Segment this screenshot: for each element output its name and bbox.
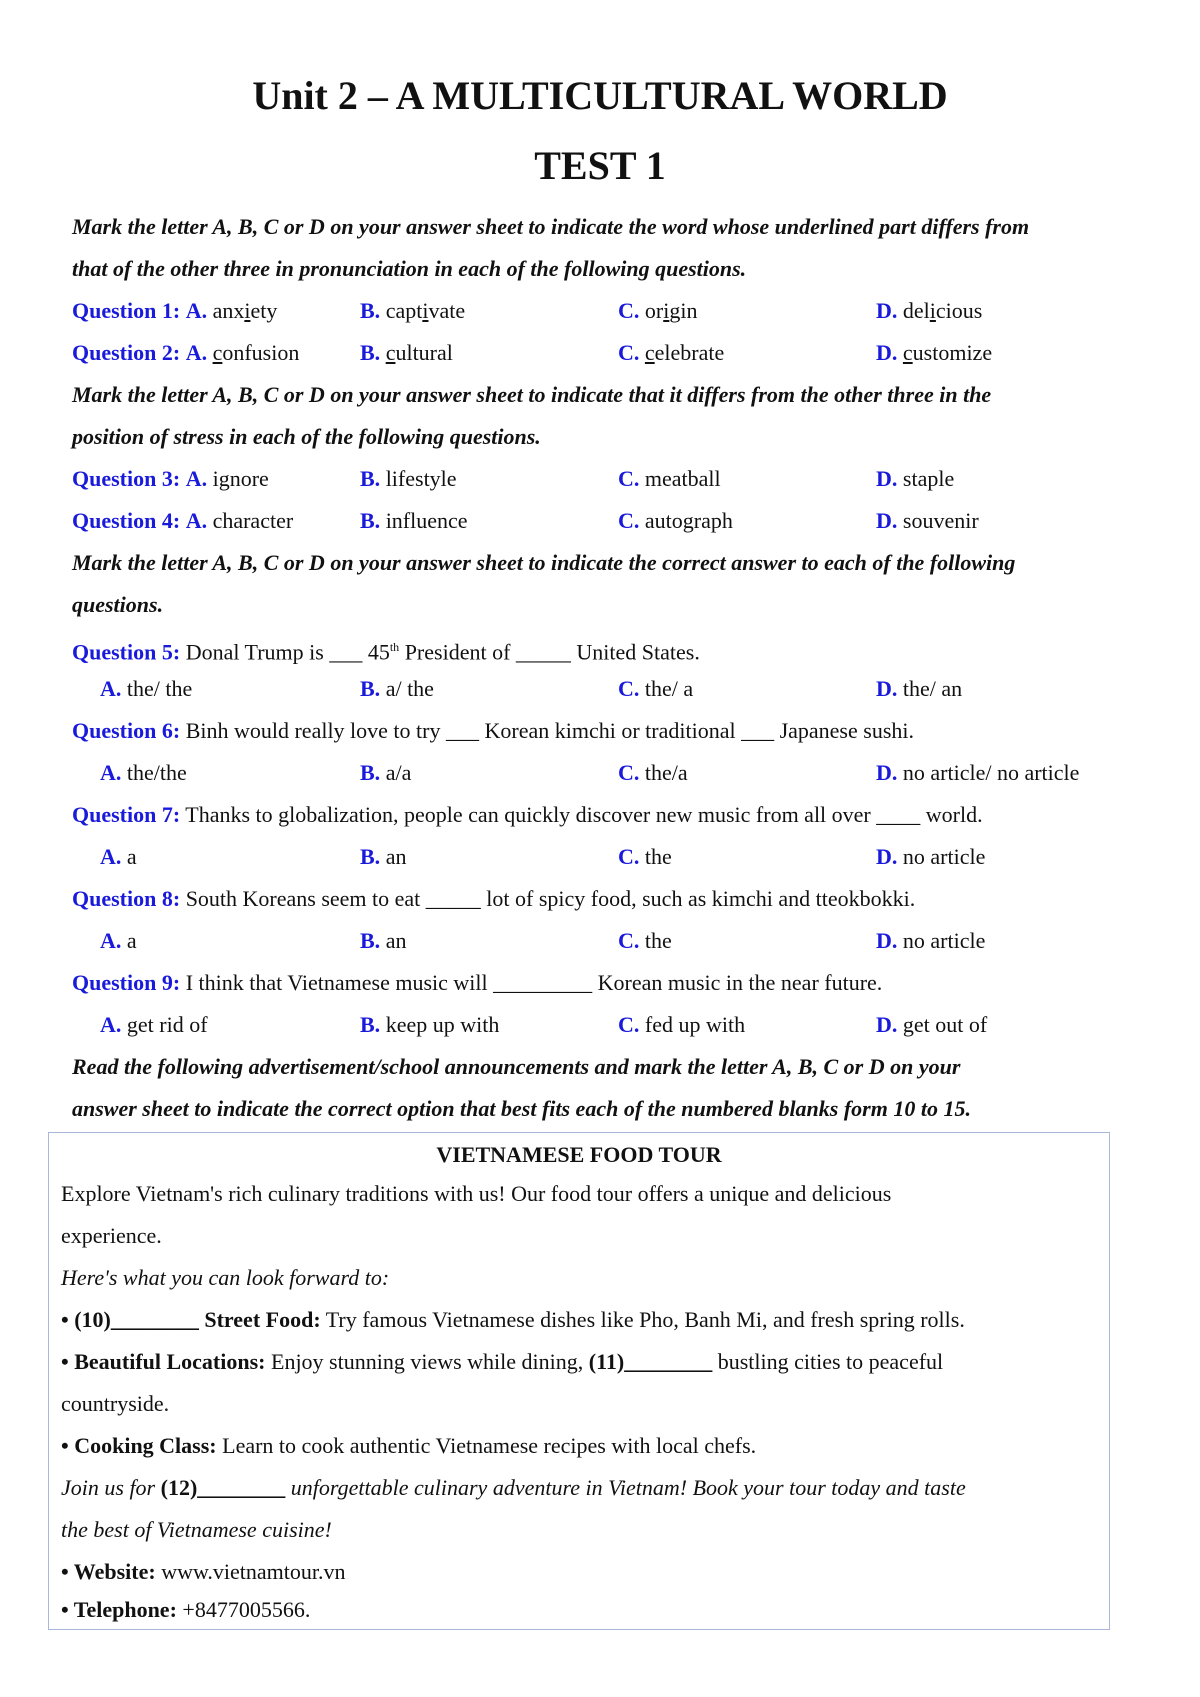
advertisement-box — [48, 1132, 1110, 1630]
question-label: Question 2: A. confusion — [72, 340, 300, 365]
option-a[interactable]: A. the/the — [100, 760, 187, 785]
option-a[interactable]: A. a — [100, 844, 137, 869]
ad-intro-line: experience. — [61, 1223, 162, 1248]
instruction-line: Mark the letter A, B, C or D on your answer sheet to indicate the correct answer to each of the following — [72, 550, 1016, 575]
ad-website: • Website: www.vietnamtour.vn — [61, 1559, 346, 1584]
question-6-options — [0, 752, 1200, 794]
question-stem: Question 6: Binh would really love to try ___ Korean kimchi or traditional ___ Japanese sushi. — [72, 718, 914, 743]
question-7-stem — [0, 794, 1200, 836]
option-c[interactable]: C. the — [618, 844, 672, 869]
question-label: Question 3: A. ignore — [72, 466, 269, 491]
instruction-line: position of stress in each of the following questions. — [72, 424, 541, 449]
option-a[interactable]: A. a — [100, 928, 137, 953]
option-d[interactable]: D. delicious — [876, 298, 983, 323]
instruction-line: Mark the letter A, B, C or D on your answer sheet to indicate the word whose underlined part differs from — [72, 214, 1030, 239]
instruction-line: that of the other three in pronunciation in each of the following questions. — [72, 256, 747, 281]
ad-join-line: Join us for (12)________ unforgettable culinary adventure in Vietnam! Book your tour today and taste — [61, 1475, 966, 1500]
ad-bullet-locations-cont: countryside. — [61, 1391, 170, 1416]
question-9-stem — [0, 962, 1200, 1004]
ad-bullet-cooking: • Cooking Class: Learn to cook authentic Vietnamese recipes with local chefs. — [61, 1433, 757, 1458]
page-title: Unit 2 – A MULTICULTURAL WORLD — [252, 73, 948, 118]
question-label: Question 1: A. anxiety — [72, 298, 278, 323]
option-b[interactable]: B. lifestyle — [360, 466, 457, 491]
ad-bullet-locations: • Beautiful Locations: Enjoy stunning views while dining, (11)________ bustling cities to peaceful — [61, 1349, 944, 1374]
option-d[interactable]: D. customize — [876, 340, 993, 365]
option-a[interactable]: A. the/ the — [100, 676, 193, 701]
question-1 — [0, 290, 1200, 332]
option-b[interactable]: B. an — [360, 844, 407, 869]
question-stem: Question 5: Donal Trump is ___ 45th President of _____ United States. — [72, 639, 700, 665]
option-b[interactable]: B. keep up with — [360, 1012, 500, 1037]
option-b[interactable]: B. captivate — [360, 298, 466, 323]
question-stem: Question 7: Thanks to globalization, people can quickly discover new music from all over ____ world. — [72, 802, 983, 827]
option-a[interactable]: A. get rid of — [100, 1012, 208, 1037]
question-9-options — [0, 1004, 1200, 1046]
question-7-options — [0, 836, 1200, 878]
question-stem: Question 8: South Koreans seem to eat _____ lot of spicy food, such as kimchi and tteokbokki. — [72, 886, 916, 911]
option-b[interactable]: B. an — [360, 928, 407, 953]
question-8-options — [0, 920, 1200, 962]
ad-join-line: the best of Vietnamese cuisine! — [61, 1517, 332, 1542]
option-c[interactable]: C. celebrate — [618, 340, 725, 365]
question-5-options — [0, 668, 1200, 710]
option-b[interactable]: B. a/a — [360, 760, 412, 785]
option-d[interactable]: D. the/ an — [876, 676, 963, 701]
option-d[interactable]: D. no article — [876, 928, 986, 953]
question-label: Question 4: A. character — [72, 508, 294, 533]
option-c[interactable]: C. the/ a — [618, 676, 694, 701]
instruction-pronunciation — [72, 206, 1132, 290]
question-6-stem — [0, 710, 1200, 752]
question-3 — [0, 458, 1200, 500]
option-c[interactable]: C. meatball — [618, 466, 721, 491]
question-4 — [0, 500, 1200, 542]
option-c[interactable]: C. fed up with — [618, 1012, 746, 1037]
instruction-reading — [72, 1046, 1132, 1130]
instruction-stress — [72, 374, 1132, 458]
instruction-correct-answer — [72, 542, 1132, 626]
ad-title: VIETNAMESE FOOD TOUR — [436, 1142, 722, 1167]
instruction-line: Read the following advertisement/school announcements and mark the letter A, B, C or D on your — [72, 1054, 961, 1079]
option-c[interactable]: C. autograph — [618, 508, 733, 533]
question-stem: Question 9: I think that Vietnamese music will _________ Korean music in the near future. — [72, 970, 883, 995]
test-title: TEST 1 — [534, 143, 666, 188]
option-d[interactable]: D. souvenir — [876, 508, 979, 533]
ad-lookforward: Here's what you can look forward to: — [61, 1265, 390, 1290]
ad-bullet-street-food: • (10)________ Street Food: Try famous Vietnamese dishes like Pho, Banh Mi, and fresh spring rolls. — [61, 1307, 965, 1332]
option-c[interactable]: C. origin — [618, 298, 698, 323]
instruction-line: answer sheet to indicate the correct option that best fits each of the numbered blanks form 10 to 15. — [72, 1096, 971, 1121]
option-b[interactable]: B. cultural — [360, 340, 453, 365]
option-d[interactable]: D. staple — [876, 466, 955, 491]
option-d[interactable]: D. get out of — [876, 1012, 988, 1037]
option-c[interactable]: C. the — [618, 928, 672, 953]
instruction-line: questions. — [72, 592, 164, 617]
ad-intro-line: Explore Vietnam's rich culinary traditions with us! Our food tour offers a unique and delicious — [61, 1181, 892, 1206]
option-c[interactable]: C. the/a — [618, 760, 688, 785]
question-8-stem — [0, 878, 1200, 920]
option-b[interactable]: B. influence — [360, 508, 468, 533]
instruction-line: Mark the letter A, B, C or D on your answer sheet to indicate that it differs from the other three in the — [72, 382, 992, 407]
option-d[interactable]: D. no article/ no article — [876, 760, 1080, 785]
option-d[interactable]: D. no article — [876, 844, 986, 869]
ad-telephone: • Telephone: +8477005566. — [61, 1597, 311, 1622]
question-5-stem — [0, 626, 1200, 668]
question-2 — [0, 332, 1200, 374]
option-b[interactable]: B. a/ the — [360, 676, 434, 701]
